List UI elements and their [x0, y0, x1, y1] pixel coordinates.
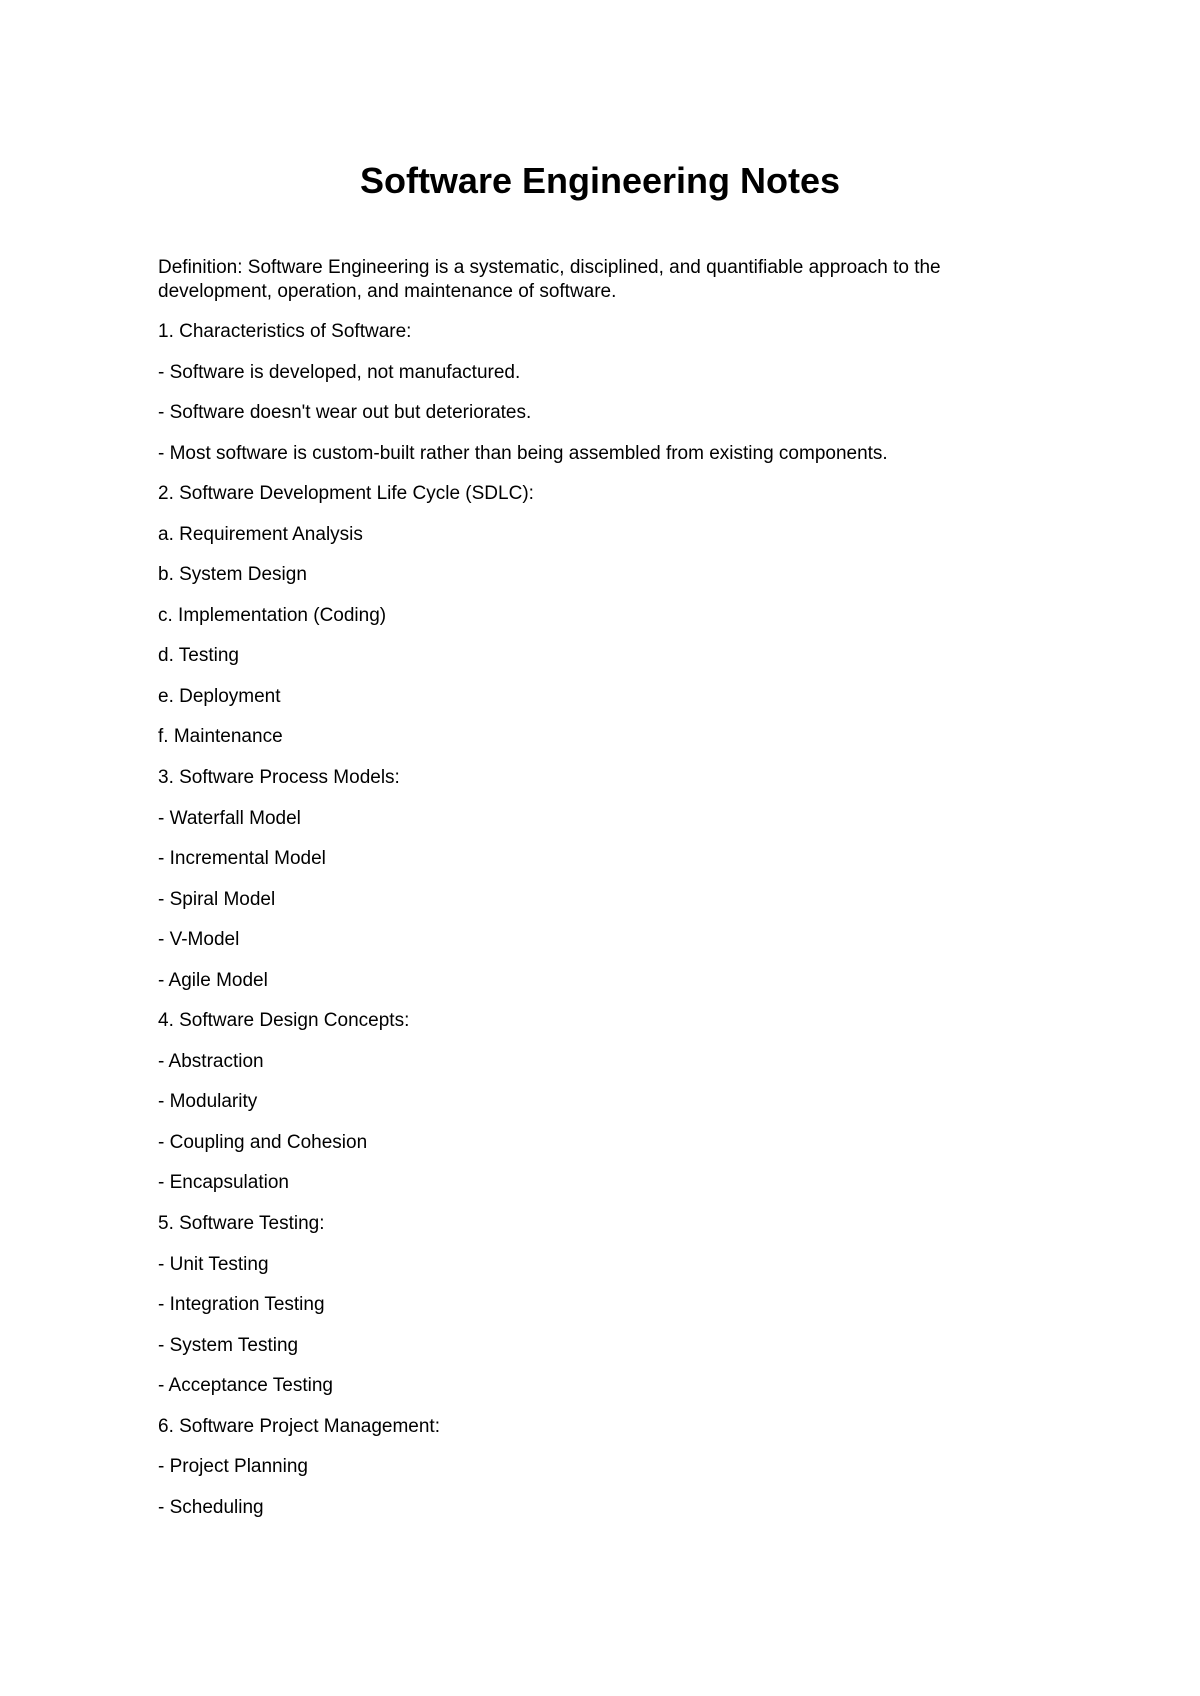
- notes-line: - System Testing: [158, 1334, 299, 1356]
- notes-line: - Integration Testing: [158, 1294, 325, 1316]
- notes-line: - Software is developed, not manufactured.: [158, 361, 521, 383]
- notes-line: 3. Software Process Models:: [158, 767, 400, 789]
- notes-line: - Coupling and Cohesion: [158, 1131, 368, 1153]
- notes-line: - Project Planning: [158, 1456, 308, 1478]
- notes-list: [158, 320, 1048, 1536]
- notes-line: - Spiral Model: [158, 888, 276, 910]
- notes-line: 4. Software Design Concepts:: [158, 1010, 410, 1032]
- notes-line: - Abstraction: [158, 1050, 264, 1072]
- notes-line: - Scheduling: [158, 1496, 264, 1518]
- notes-line: 1. Characteristics of Software:: [158, 321, 412, 342]
- notes-line: d. Testing: [158, 645, 239, 667]
- notes-line: 6. Software Project Management:: [158, 1415, 440, 1437]
- definition-paragraph: Definition: Software Engineering is a systematic, disciplined, and quantifiable approach to the development, operation, and maintenance of software.: [158, 257, 941, 302]
- notes-line: - Encapsulation: [158, 1172, 289, 1194]
- notes-line: - Most software is custom-built rather than being assembled from existing components.: [158, 442, 888, 464]
- notes-line: - Modularity: [158, 1091, 258, 1113]
- notes-line: c. Implementation (Coding): [158, 604, 387, 626]
- notes-line: - Software doesn't wear out but deteriorates.: [158, 402, 532, 424]
- notes-line: - Waterfall Model: [158, 807, 301, 829]
- notes-line: 5. Software Testing:: [158, 1213, 325, 1235]
- notes-line: b. System Design: [158, 564, 307, 586]
- notes-line: - V-Model: [158, 929, 240, 951]
- notes-line: - Incremental Model: [158, 848, 326, 870]
- notes-line: e. Deployment: [158, 685, 281, 707]
- page-title: Software Engineering Notes: [359, 160, 841, 201]
- notes-line: - Agile Model: [158, 969, 268, 991]
- notes-line: - Unit Testing: [158, 1253, 269, 1275]
- notes-line: - Acceptance Testing: [158, 1375, 333, 1397]
- notes-line: f. Maintenance: [158, 726, 283, 748]
- notes-line: 2. Software Development Life Cycle (SDLC):: [158, 483, 534, 505]
- notes-line: a. Requirement Analysis: [158, 523, 363, 545]
